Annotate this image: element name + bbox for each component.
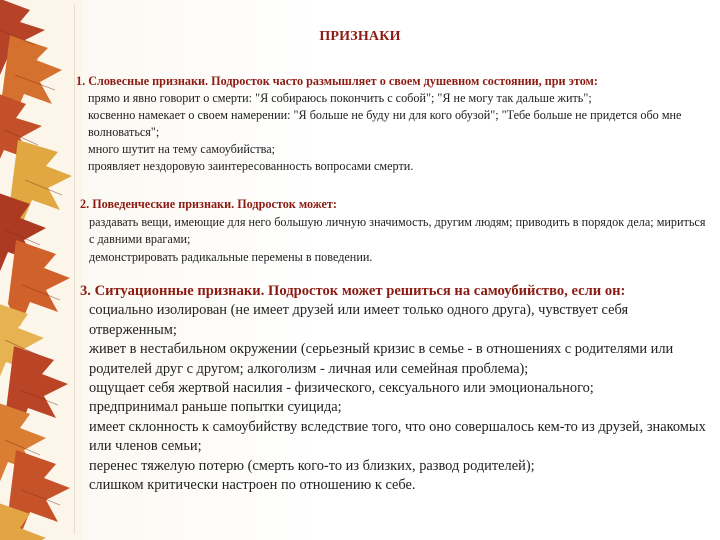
section-items	[80, 214, 712, 267]
list-item: косвенно намекает о своем намерении: "Я больше не буду ни для кого обузой"; "Тебе больше не придется обо мне волноваться";	[88, 108, 682, 139]
list-item: раздавать вещи, имеющие для него большую личную значимость, другим людям; приводить в порядок дела; мириться с давними врагами;	[89, 214, 706, 246]
section-heading-text: Словесные признаки. Подросток часто размышляет о своем душевном состоянии, при этом:	[88, 74, 598, 88]
list-item: демонстрировать радикальные перемены в поведении.	[89, 249, 373, 264]
list-item: живет в нестабильном окружении (серьезный кризис в семье - в отношениях с родителями или родителей друг с другом; алкоголизм - личная или семейная проблема);	[89, 341, 674, 377]
autumn-leaves-border	[0, 0, 82, 540]
section-number: 1.	[76, 74, 86, 88]
list-item: имеет склонность к самоубийству вследствие того, что оно совершалось кем-то из друзей, знакомых или членов семьи;	[89, 418, 706, 455]
list-item: социально изолирован (не имеет друзей или имеет только одного друга), чувствует себя отверженным;	[89, 302, 629, 338]
list-item: проявляет нездоровую заинтересованность вопросами смерти.	[88, 159, 414, 173]
section-heading	[80, 282, 712, 301]
section-number: 2.	[80, 197, 90, 211]
list-item: ощущает себя жертвой насилия - физического, сексуального или эмоционального;	[89, 380, 594, 397]
list-item: предпринимал раньше попытки суицида;	[89, 399, 342, 416]
section-items	[80, 301, 712, 495]
section-heading	[80, 196, 712, 214]
section-heading-text: Поведенческие признаки. Подросток может:	[92, 197, 337, 211]
section-heading-text: Ситуационные признаки. Подросток может решиться на самоубийство, если он:	[94, 283, 626, 299]
page-title: ПРИЗНАКИ	[319, 29, 401, 44]
list-item: прямо и явно говорит о смерти: "Я собираюсь покончить с собой"; "Я не могу так дальше жить";	[88, 91, 592, 105]
maple-leaves-icon	[0, 0, 82, 540]
list-item: много шутит на тему самоубийства;	[88, 142, 276, 156]
list-item: перенес тяжелую потерю (смерть кого-то из близких, развод родителей);	[89, 457, 535, 474]
section-number: 3.	[80, 283, 91, 299]
section-behavioral-signs	[80, 196, 712, 266]
section-items	[76, 90, 706, 175]
section-situational-signs	[80, 282, 712, 495]
section-verbal-signs	[76, 73, 706, 175]
section-heading	[76, 73, 706, 90]
list-item: слишком критически настроен по отношению к себе.	[89, 477, 416, 494]
